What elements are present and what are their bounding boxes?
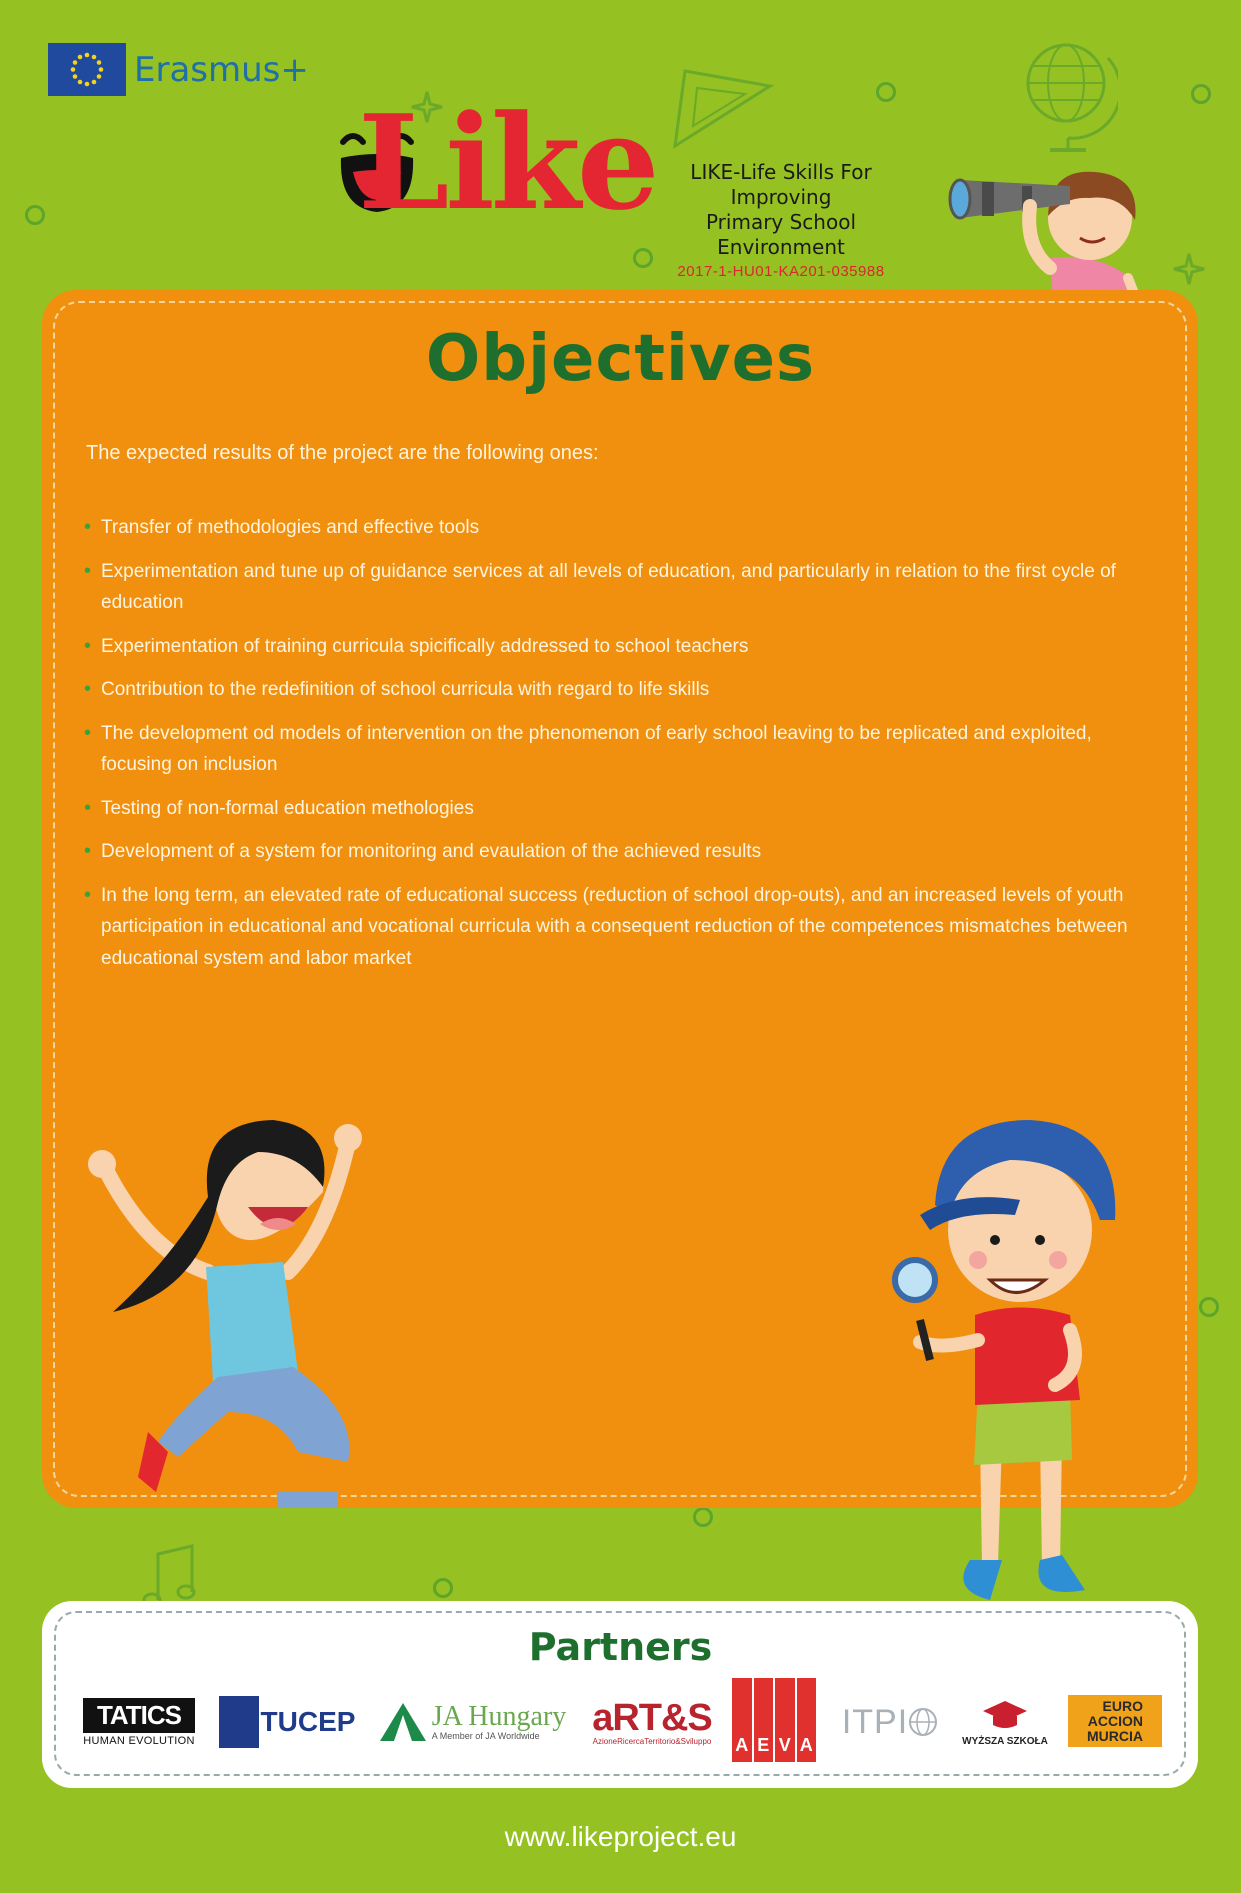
arts-logo xyxy=(590,1680,714,1764)
euro-logo-line: EURO xyxy=(1102,1697,1143,1714)
aeva-letter: A xyxy=(799,1735,813,1755)
tucep-flag-icon xyxy=(219,1696,259,1748)
decor-ring xyxy=(433,1578,453,1598)
graduation-cap-icon xyxy=(981,1697,1029,1731)
list-item: • Contribution to the redefinition of school curricula with regard to life skills xyxy=(84,674,1144,706)
girl-jumping-illustration xyxy=(78,1112,378,1552)
arts-logo-name: aRT&S xyxy=(592,1696,712,1739)
subtitle-line-2: Primary School Environment xyxy=(705,210,857,259)
erasmus-plus-logo xyxy=(48,43,309,96)
boy-magnifier-illustration xyxy=(890,1120,1140,1620)
itpio-globe-icon xyxy=(908,1707,938,1737)
ja-logo-name: JA Hungary xyxy=(431,1701,567,1732)
tucep-logo xyxy=(222,1680,356,1764)
euro-logo-line: ACCION xyxy=(1087,1712,1143,1729)
sparkle-icon xyxy=(1172,252,1206,286)
project-subtitle xyxy=(645,160,917,280)
aeva-logo xyxy=(732,1678,816,1762)
like-logo xyxy=(330,86,656,258)
tatics-logo-tagline: HUMAN EVOLUTION xyxy=(83,1734,195,1747)
tatics-logo-name: TATICS xyxy=(83,1698,194,1733)
decor-ring xyxy=(1199,1297,1219,1317)
aeva-letter: E xyxy=(754,1678,776,1762)
ja-triangle-icon xyxy=(378,1701,428,1743)
aeva-letter: V xyxy=(775,1678,797,1762)
arts-logo-tagline: AzioneRicercaTerritorio&Sviluppo xyxy=(592,1736,712,1746)
project-code: 2017-1-HU01-KA201-035988 xyxy=(677,263,885,280)
decor-ring xyxy=(876,82,896,102)
decor-ring xyxy=(1191,84,1211,104)
eu-flag-icon xyxy=(48,43,126,96)
globe-icon xyxy=(1018,38,1118,156)
erasmus-plus-text: Erasmus+ xyxy=(134,49,309,90)
decor-ring xyxy=(693,1507,713,1527)
euro-logo-line: MURCIA xyxy=(1087,1727,1143,1744)
tucep-logo-name: TUCEP xyxy=(260,1706,356,1737)
list-item: • Experimentation of training curricula spicifically addressed to school teachers xyxy=(84,631,1144,663)
partners-title: Partners xyxy=(528,1625,713,1669)
objectives-list xyxy=(84,512,1144,986)
subtitle-line-1: LIKE-Life Skills For Improving xyxy=(690,160,872,209)
list-item: • The development od models of intervention on the phenomenon of early school leaving to be replicated and exploited, focusing on inclusion xyxy=(84,718,1144,781)
triangle-ruler-icon xyxy=(665,66,775,156)
itpio-logo-name: ITPI xyxy=(841,1702,909,1741)
aeva-letter: A xyxy=(732,1678,754,1762)
ja-logo-tagline: A Member of JA Worldwide xyxy=(431,1731,540,1741)
objectives-intro: The expected results of the project are the following ones: xyxy=(86,442,599,464)
euro-accion-murcia-logo xyxy=(1068,1695,1162,1747)
itpio-logo xyxy=(840,1680,940,1764)
decor-ring xyxy=(25,205,45,225)
like-logo-text: Like xyxy=(358,86,656,239)
list-item: • Testing of non-formal education methologies xyxy=(84,793,1144,825)
list-item: • Development of a system for monitoring and evaulation of the achieved results xyxy=(84,836,1144,868)
ja-hungary-logo xyxy=(374,1680,570,1764)
tatics-logo xyxy=(78,1680,200,1764)
wyzsza-szkola-logo xyxy=(960,1680,1050,1764)
objectives-title: Objectives xyxy=(425,322,816,396)
footer-website-link[interactable]: www.likeproject.eu xyxy=(504,1821,737,1852)
list-item: • In the long term, an elevated rate of educational success (reduction of school drop-outs), and an increased levels of youth participation in educational and vocational curricula with a consequent reduction of the competences mismatches between educational system and labor market xyxy=(84,880,1144,975)
list-item: • Experimentation and tune up of guidance services at all levels of education, and particularly in relation to the first cycle of education xyxy=(84,556,1144,619)
list-item: • Transfer of methodologies and effective tools xyxy=(84,512,1144,544)
wyzsza-logo-name: WYŻSZA SZKOŁA xyxy=(962,1736,1048,1747)
